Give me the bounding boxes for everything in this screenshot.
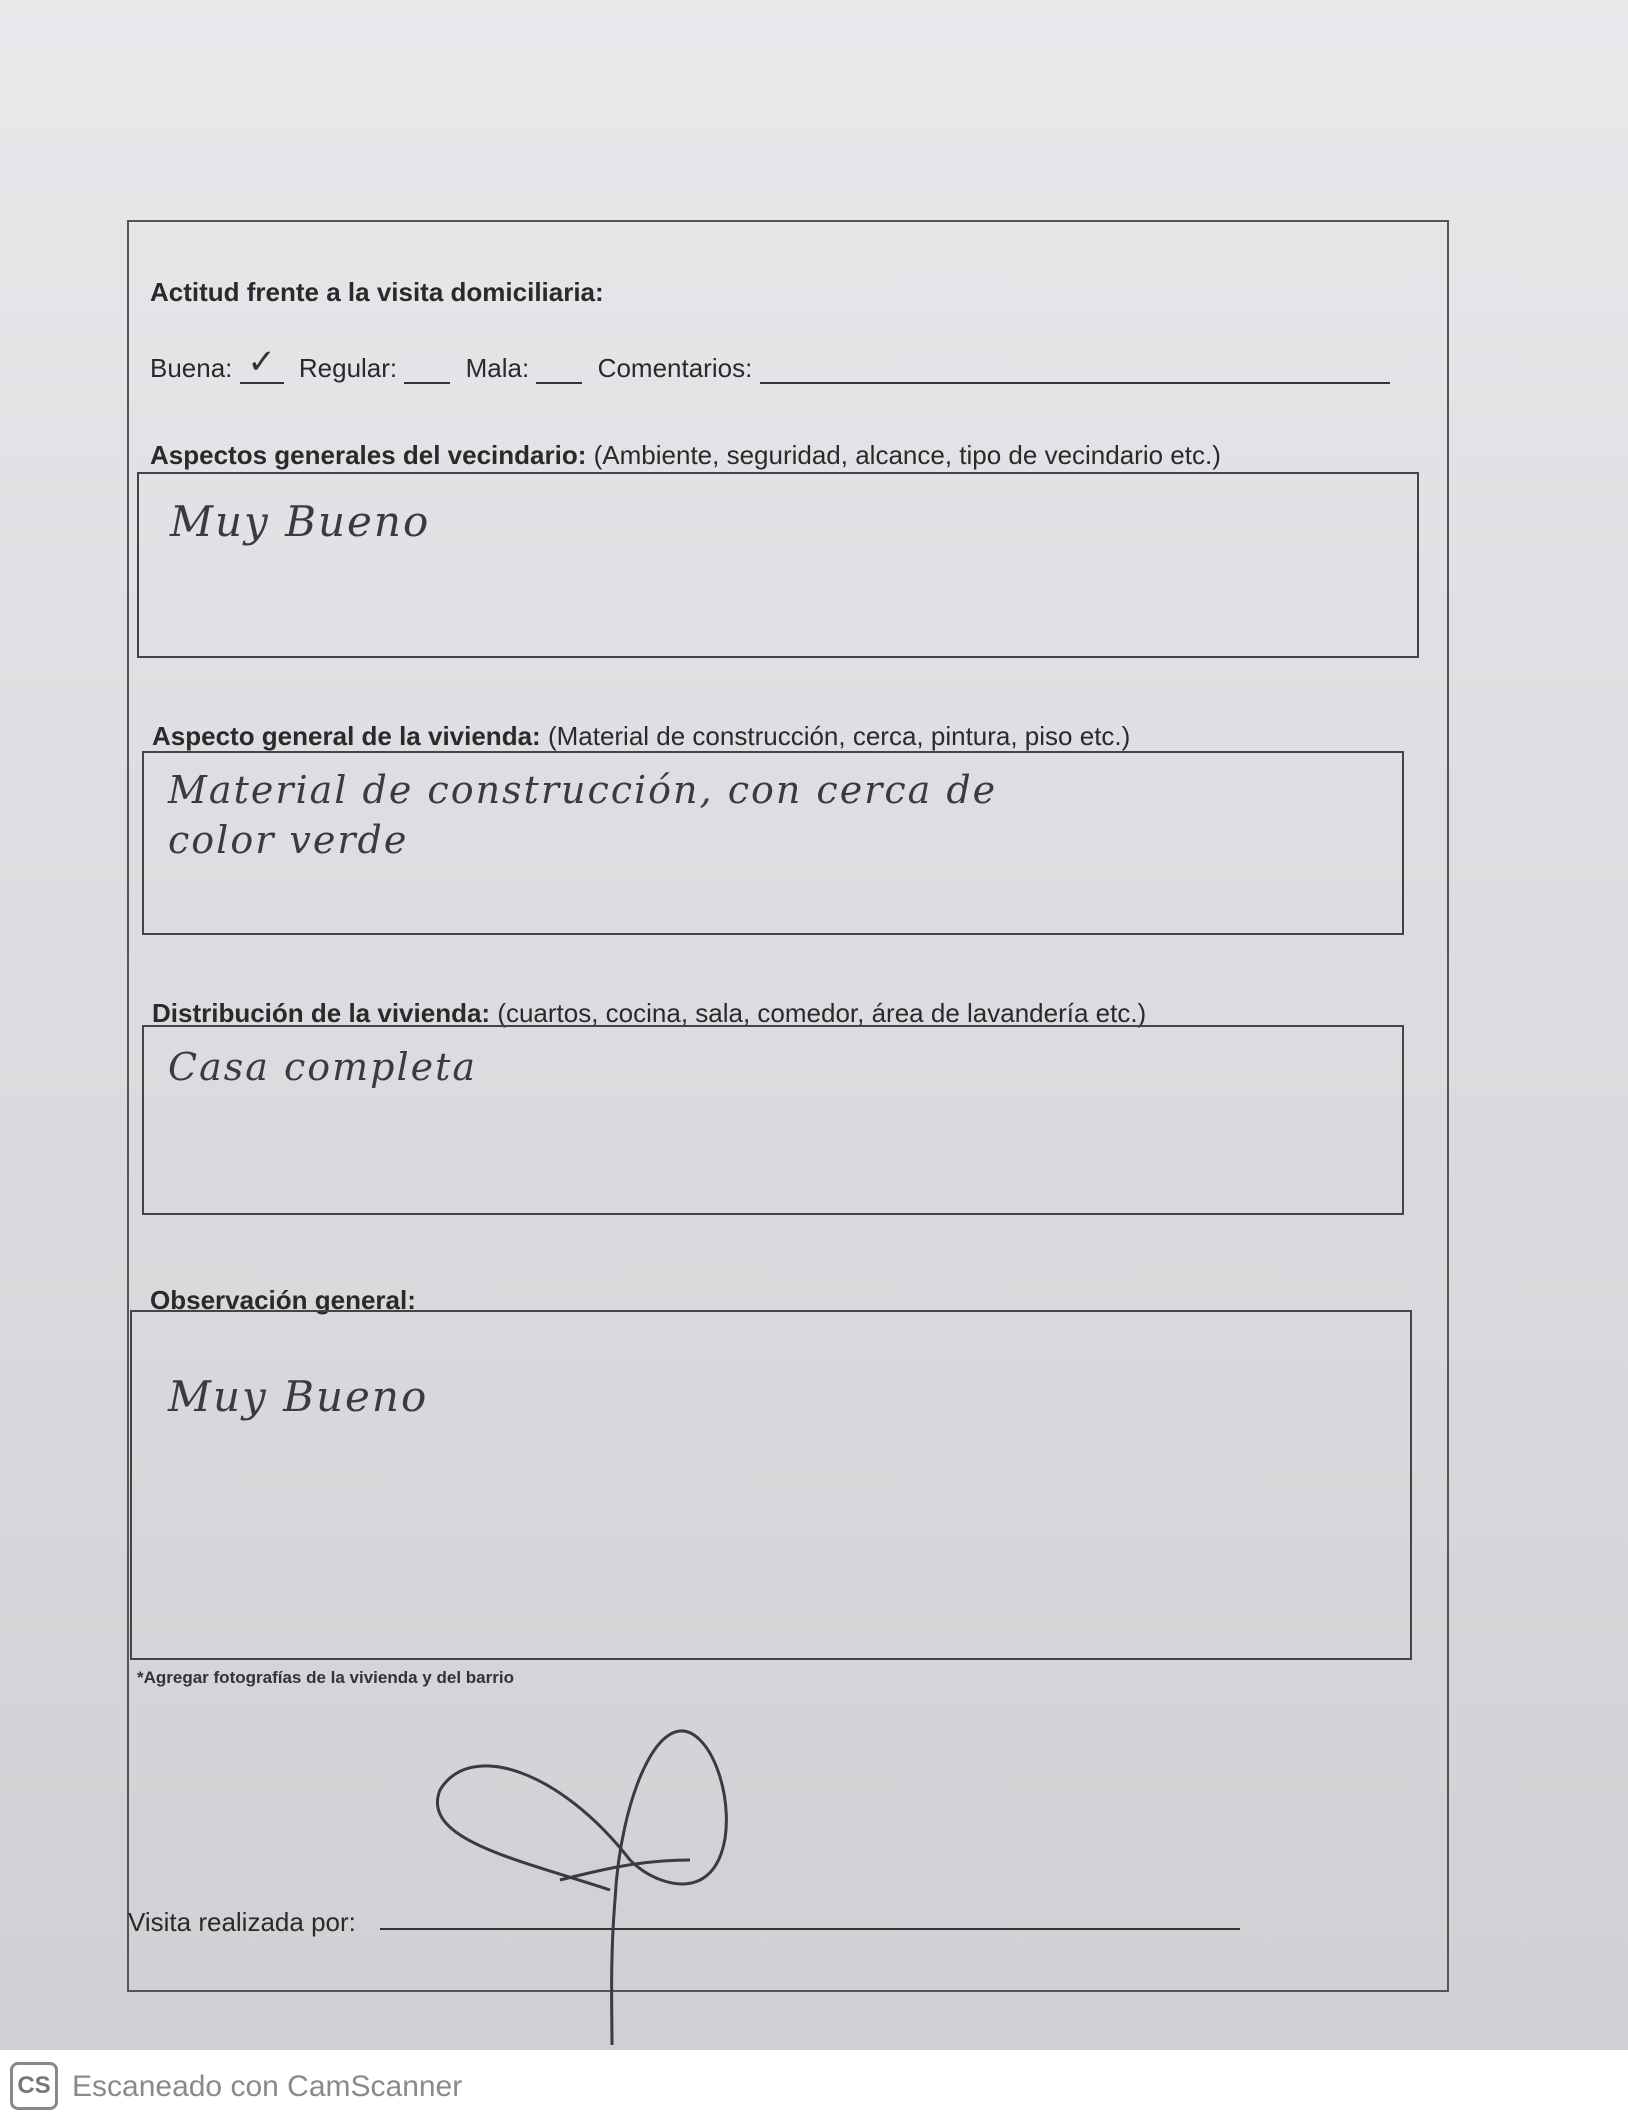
attitude-title: Actitud frente a la visita domiciliaria:: [150, 277, 604, 307]
observation-handwriting: Muy Bueno: [168, 1372, 429, 1421]
regular-label: Regular:: [298, 353, 398, 383]
neighborhood-hint: (Ambiente, seguridad, alcance, tipo de vecindario etc.): [593, 440, 1221, 470]
buena-label: Buena:: [150, 353, 233, 383]
photo-footnote: *Agregar fotografías de la vivienda y del barrio: [137, 1668, 514, 1687]
distribution-label: Distribución de la vivienda:: [152, 998, 491, 1028]
buena-checkmark: ✓: [240, 342, 284, 384]
housing-handwriting-line1: Material de construcción, con cerca de: [168, 768, 998, 812]
camscanner-text: Escaneado con CamScanner: [72, 2070, 463, 2103]
signature-label: Visita realizada por:: [128, 1907, 356, 1937]
comentarios-label: Comentarios:: [597, 353, 753, 383]
neighborhood-label: Aspectos generales del vecindario:: [150, 440, 587, 470]
camscanner-watermark: [0, 2050, 1628, 2122]
housing-label: Aspecto general de la vivienda:: [152, 721, 541, 751]
distribution-handwriting: Casa completa: [168, 1045, 478, 1089]
neighborhood-handwriting: Muy Bueno: [170, 497, 431, 546]
housing-hint: (Material de construcción, cerca, pintura, piso etc.): [547, 721, 1131, 751]
housing-handwriting-line2: color verde: [168, 818, 409, 862]
distribution-hint: (cuartos, cocina, sala, comedor, área de lavandería etc.): [497, 998, 1147, 1028]
observation-label: Observación general:: [150, 1285, 416, 1315]
mala-label: Mala:: [465, 353, 530, 383]
camscanner-logo: CS: [10, 2062, 58, 2110]
